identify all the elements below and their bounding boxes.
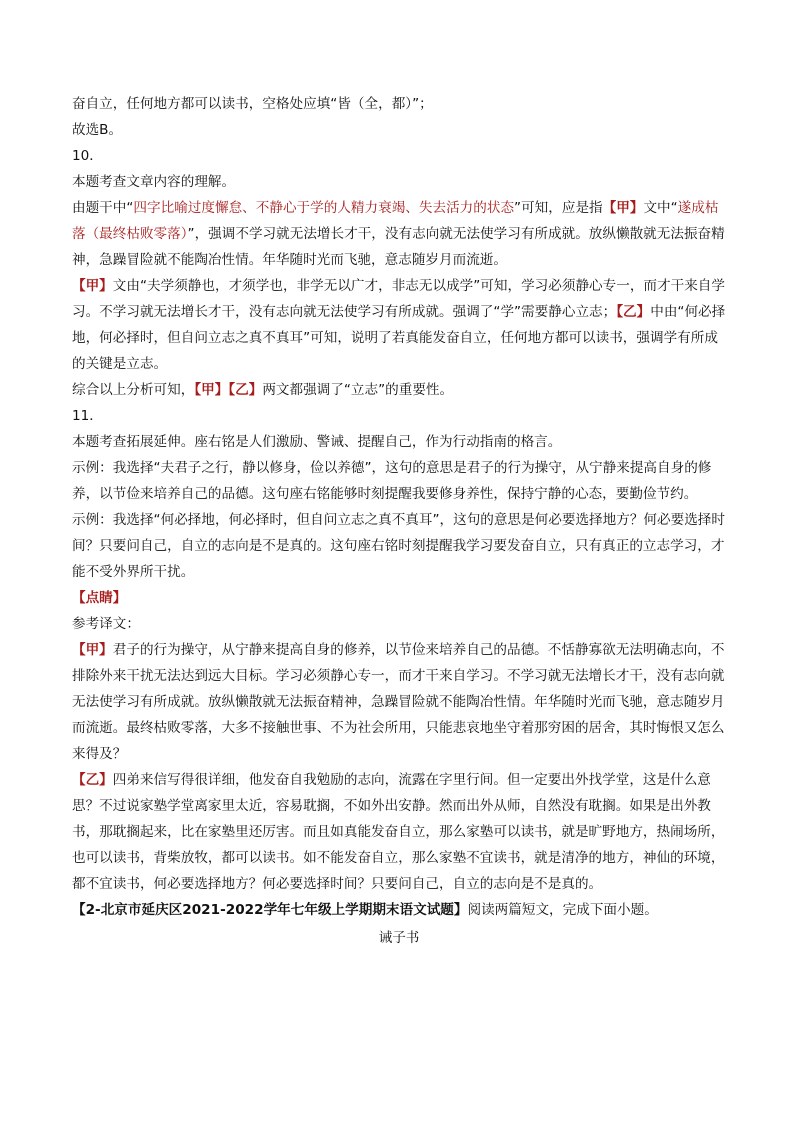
paragraph-9: 本题考查拓展延伸。座右铭是人们激励、警诫、提醒自己，作为行动指南的格言。: [72, 434, 562, 450]
paragraph-10: 示例：我选择“夫君子之行，静以修身，俭以养德”，这句的意思是君子的行为操守，从宁静来提高自身的修养，以节俭来培养自己的品德。这句座右铭能够时刻提醒我要修身养性，保持宁静的心态，要勤俭节约。: [72, 460, 712, 502]
question-number-10: 10．: [72, 148, 103, 164]
question-number-11: 11．: [72, 408, 103, 424]
paragraph-11: 示例：我选择“何必择地，何必择时，但自问立志之真不真耳”，这句的意思是何必要选择地方？何必要选择时间？只要问自己，自立的志向是不是真的。这句座右铭时刻提醒我学习要发奋自立，只有真正的立志学习，才能不受外界所干扰。: [72, 512, 725, 580]
paragraph-jia-translation: 【甲】君子的行为操守，从宁静来提高自身的修养，以节俭来培养自己的品德。不恬静寡欲无法明确志向，不排除外来干扰无法达到远大目标。学习必须静心专一，而才干来自学习。不学习就无法增长才干，没有志向就无法使学习有所成就。放纵懒散就无法振奋精神，急躁冒险就不能陶冶性情。年华随时光而飞驰，意志随岁月而流逝。最终枯败零落，大多不接触世事、不为社会所用，只能悲哀地坐守着那穷困的居舍，其时悔恨又怎么来得及？: [72, 642, 725, 762]
document-body: [72, 91, 726, 951]
paragraph-4: 本题考查文章内容的理解。: [72, 174, 236, 190]
paragraph-6: 【甲】文由“夫学须静也，才须学也，非学无以广才，非志无以成学”可知，学习必须静心专一，而才干来自学习。不学习就无法增长才干，没有志向就无法使学习有所成就。强调了“学”需要静心立志；【乙】中由“何必择地，何必择时，但自问立志之真不真耳”可知，说明了若真能发奋自立，任何地方都可以读书，强调学有所成的关键是立志。: [72, 278, 726, 372]
paragraph-5: 由题干中“四字比喻过度懈怠、不静心于学的人精力衰竭、失去活力的状态”可知，应是指【甲】文中“遂成枯落（最终枯败零落）”，强调不学习就无法增长才干，没有志向就无法使学习有所成就。放纵懒散就无法振奋精神，急躁冒险就不能陶冶性情。年华随时光而飞驰，意志随岁月而流逝。: [72, 200, 725, 268]
source-line: 【2-北京市延庆区2021-2022学年七年级上学期期末语文试题】阅读两篇短文，完成下面小题。: [72, 902, 658, 918]
paragraph-yi-translation: 【乙】四弟来信写得很详细，他发奋自我勉励的志向，流露在字里行间。但一定要出外找学堂，这是什么意思？不过说家塾学堂离家里太近，容易耽搁，不如外出安静。然而出外从师，自然没有耽搁。如果是出外教书，那耽搁起来，比在家塾里还厉害。而且如真能发奋自立，那么家塾可以读书，就是旷野地方，热闹场所，也可以读书，背柴放牧，都可以读书。如不能发奋自立，那么家塾不宜读书，就是清净的地方，神仙的环境，都不宜读书，何必要选择地方？何必要选择时间？只要问自己，自立的志向是不是真的。: [72, 772, 725, 892]
paragraph-7: 综合以上分析可知，【甲】【乙】两文都强调了“立志”的重要性。: [72, 382, 454, 398]
dianjing-heading: 【点睛】: [72, 590, 127, 606]
section-title: 诫子书: [378, 930, 420, 946]
paragraph-2: 故选B。: [72, 122, 123, 138]
paragraph-1: 奋自立，任何地方都可以读书，空格处应填“皆（全，都）”；: [72, 96, 433, 112]
translation-heading: 参考译文：: [72, 616, 140, 632]
